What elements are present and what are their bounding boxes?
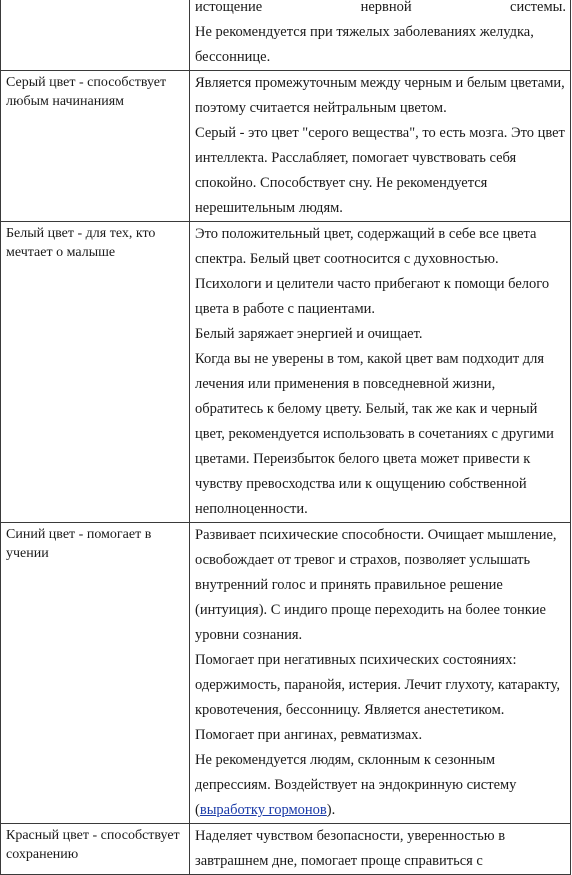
row-label-cell (1, 0, 190, 71)
row-label-cell (1, 222, 190, 523)
row-description-cell (190, 523, 571, 824)
row-label: Красный цвет - способствует сохранению (6, 828, 180, 862)
paragraph: Помогает при негативных психических состояниях: одержимость, паранойя, истерия. Лечит глухоту, катаракту, кровотечения, бессонницу. Является анестетиком. Помогает при ангинах, ревматизмах. (195, 652, 560, 743)
paragraph: Когда вы не уверены в том, какой цвет вам подходит для лечения или применения в повседневной жизни, обратитесь к белому цвету. Белый, так же как и черный цвет, рекомендуется использовать в сочетаниях с другими цветами. Переизбыток белого цвета может привести к чувству превосходства или к ощущению собственной неполноценности. (195, 351, 554, 517)
row-label-cell (1, 71, 190, 222)
row-label: Белый цвет - для тех, кто мечтает о малыше (6, 226, 156, 260)
hormone-production-link[interactable]: выработку гормонов (199, 802, 327, 818)
row-description-cell (190, 824, 571, 875)
table-row (1, 523, 571, 824)
table-row (1, 71, 571, 222)
paragraph: Психологи и целители часто прибегают к помощи белого цвета в работе с пациентами. (195, 276, 550, 317)
row-label-cell (1, 523, 190, 824)
row-description-cell (190, 222, 571, 523)
paragraph: истощение нервной системы. (195, 0, 566, 15)
row-description-cell (190, 71, 571, 222)
table-row (1, 0, 571, 71)
paragraph: Является промежуточным между черным и белым цветами, поэтому считается нейтральным цветом. (195, 75, 565, 116)
row-label-cell (1, 824, 190, 875)
link-open-paren: ( (195, 802, 200, 818)
paragraph (195, 748, 566, 823)
row-label: Серый цвет - способствует любым начинаниям (6, 75, 167, 109)
table-row (1, 222, 571, 523)
table-row (1, 824, 571, 875)
link-close-paren: ). (326, 802, 336, 818)
paragraph: Серый - это цвет "серого вещества", то есть мозга. Это цвет интеллекта. Расслабляет, помогает чувствовать себя спокойно. Способствует сну. Не рекомендуется нерешительным людям. (195, 125, 565, 216)
paragraph-text: Не рекомендуется людям, склонным к сезонным депрессиям. Воздействует на эндокринную систему (195, 752, 517, 793)
row-description-cell (190, 0, 571, 71)
paragraph: Не рекомендуется при тяжелых заболеваниях желудка, бессоннице. (195, 24, 534, 65)
paragraph: Наделяет чувством безопасности, уверенностью в завтрашнем дне, помогает проще справиться с (195, 828, 506, 869)
paragraph: Белый заряжает энергией и очищает. (195, 326, 423, 342)
paragraph: Развивает психические способности. Очищает мышление, освобождает от тревог и страхов, позволяет услышать внутренний голос и принять правильное решение (интуиция). С индиго проще переходить на более тонкие уровни сознания. (195, 527, 557, 643)
row-label: Синий цвет - помогает в учении (6, 527, 152, 561)
paragraph: Это положительный цвет, содержащий в себе все цвета спектра. Белый цвет соотносится с духовностью. (195, 226, 537, 267)
